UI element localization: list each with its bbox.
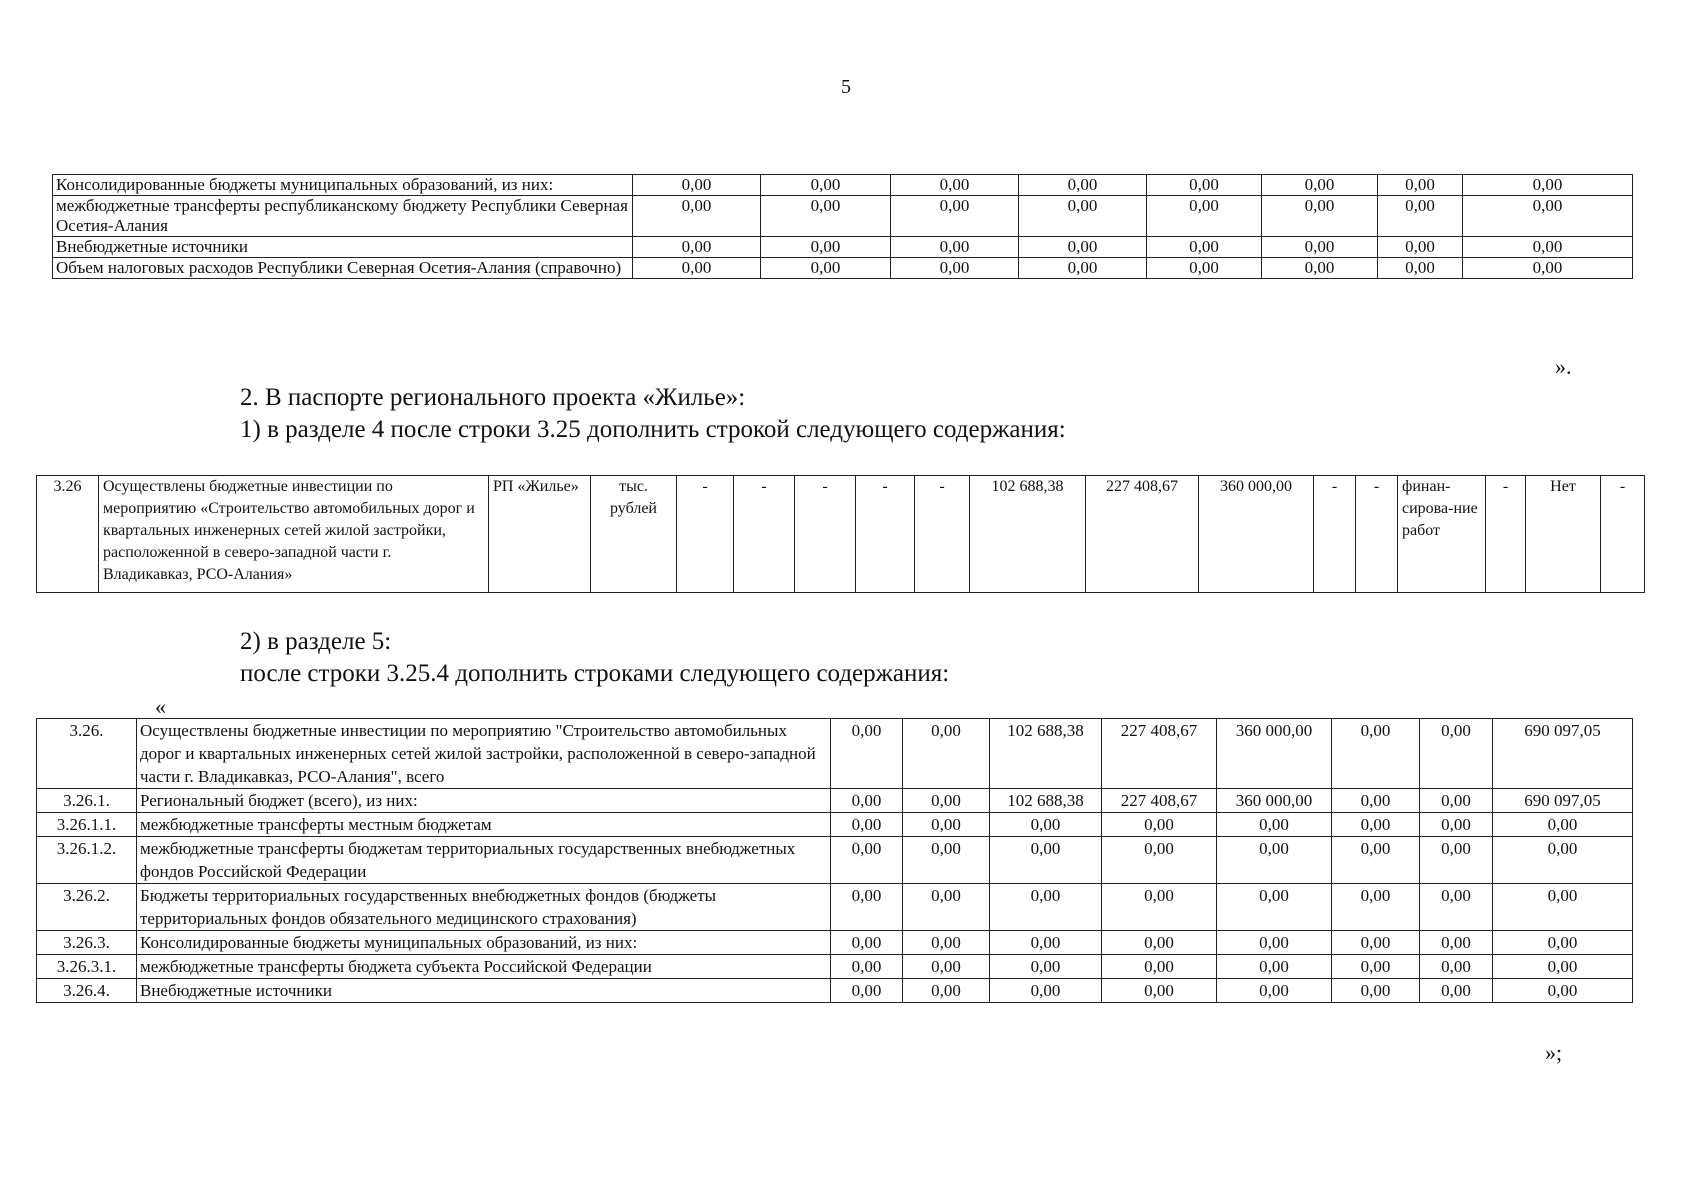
value-cell: 0,00 <box>1493 979 1633 1003</box>
flag-cell: Нет <box>1526 476 1601 593</box>
value-cell: 0,00 <box>831 931 903 955</box>
value-cell: - <box>795 476 856 593</box>
value-cell: 0,00 <box>1332 789 1420 813</box>
value-cell: 0,00 <box>1217 837 1332 884</box>
value-cell: 0,00 <box>990 931 1102 955</box>
value-cell: 0,00 <box>1463 237 1633 258</box>
row-label: межбюджетные трансферты бюджета субъекта Российской Федерации <box>137 955 831 979</box>
value-cell: 227 408,67 <box>1086 476 1199 593</box>
row-label: Бюджеты территориальных государственных внебюджетных фондов (бюджеты территориальных фондов обязательного медицинского страхования) <box>137 884 831 931</box>
value-cell: 0,00 <box>633 237 761 258</box>
value-cell: 0,00 <box>831 884 903 931</box>
value-cell: - <box>1314 476 1356 593</box>
value-cell: - <box>915 476 970 593</box>
value-cell: 0,00 <box>1420 979 1493 1003</box>
value-cell: 0,00 <box>1493 813 1633 837</box>
closing-quote: »; <box>1545 1040 1563 1065</box>
section-instruction: после строки 3.25.4 дополнить строками следующего содержания: <box>240 660 950 687</box>
opening-quote: « <box>155 694 166 719</box>
value-cell: 102 688,38 <box>990 719 1102 789</box>
value-cell: 0,00 <box>1019 237 1147 258</box>
value-cell: 0,00 <box>990 837 1102 884</box>
project-cell: РП «Жилье» <box>489 476 591 593</box>
value-cell: 0,00 <box>903 719 990 789</box>
row-code: 3.26. <box>37 719 137 789</box>
value-cell: - <box>856 476 915 593</box>
value-cell: 0,00 <box>1493 884 1633 931</box>
value-cell: 0,00 <box>1019 196 1147 237</box>
value-cell: 0,00 <box>1217 813 1332 837</box>
value-cell: 0,00 <box>891 237 1019 258</box>
table-row <box>37 476 1645 593</box>
value-cell: 0,00 <box>1420 884 1493 931</box>
value-cell: 0,00 <box>1420 837 1493 884</box>
value-cell: 0,00 <box>1332 931 1420 955</box>
value-cell: 0,00 <box>891 175 1019 196</box>
row-number: 3.26 <box>37 476 99 593</box>
value-cell: 0,00 <box>891 258 1019 279</box>
value-cell: 102 688,38 <box>970 476 1086 593</box>
row-label: Объем налоговых расходов Республики Северная Осетия-Алания (справочно) <box>53 258 633 279</box>
table-row <box>53 258 1633 279</box>
row-code: 3.26.1.1. <box>37 813 137 837</box>
value-cell: 0,00 <box>1378 196 1463 237</box>
row-code: 3.26.3.1. <box>37 955 137 979</box>
value-cell: 0,00 <box>761 196 891 237</box>
table-row <box>37 884 1633 931</box>
value-cell: 0,00 <box>1493 931 1633 955</box>
row-label: межбюджетные трансферты республиканскому бюджету Республики Северная Осетия-Алания <box>53 196 633 237</box>
section-instruction: 1) в разделе 4 после строки 3.25 дополнить строкой следующего содержания: <box>240 416 1066 443</box>
value-cell: 0,00 <box>990 884 1102 931</box>
value-cell: 0,00 <box>1217 931 1332 955</box>
value-cell: 0,00 <box>831 837 903 884</box>
section-heading: 2) в разделе 5: <box>240 628 392 655</box>
value-cell: 0,00 <box>1262 258 1378 279</box>
financing-table <box>36 718 1633 1003</box>
value-cell: 0,00 <box>903 884 990 931</box>
value-cell: 0,00 <box>903 955 990 979</box>
row-code: 3.26.4. <box>37 979 137 1003</box>
value-cell: 0,00 <box>831 955 903 979</box>
value-cell: 0,00 <box>633 196 761 237</box>
value-cell: 0,00 <box>1378 258 1463 279</box>
value-cell: 0,00 <box>831 719 903 789</box>
value-cell: 0,00 <box>1463 175 1633 196</box>
section-heading: 2. В паспорте регионального проекта «Жилье»: <box>240 384 746 411</box>
value-cell: 0,00 <box>1332 884 1420 931</box>
value-cell: 0,00 <box>903 813 990 837</box>
value-cell: 0,00 <box>903 979 990 1003</box>
value-cell: 0,00 <box>633 258 761 279</box>
value-cell: 0,00 <box>1147 237 1262 258</box>
value-cell: 0,00 <box>831 789 903 813</box>
value-cell: 0,00 <box>1420 955 1493 979</box>
value-cell: 0,00 <box>990 813 1102 837</box>
row-label: Внебюджетные источники <box>53 237 633 258</box>
value-cell: 0,00 <box>761 237 891 258</box>
value-cell: 0,00 <box>1332 955 1420 979</box>
unit-cell: тыс. рублей <box>591 476 677 593</box>
value-cell: 0,00 <box>1217 955 1332 979</box>
row-label: Консолидированные бюджеты муниципальных образований, из них: <box>137 931 831 955</box>
row-label: Консолидированные бюджеты муниципальных образований, из них: <box>53 175 633 196</box>
value-cell: 0,00 <box>903 789 990 813</box>
financing-table-continuation <box>52 174 1633 279</box>
value-cell: - <box>1601 476 1645 593</box>
row-label: Внебюджетные источники <box>137 979 831 1003</box>
value-cell: 0,00 <box>1019 258 1147 279</box>
value-cell: 0,00 <box>1378 237 1463 258</box>
value-cell: 0,00 <box>1102 931 1217 955</box>
value-cell: 0,00 <box>1262 237 1378 258</box>
row-label: межбюджетные трансферты местным бюджетам <box>137 813 831 837</box>
value-cell: 0,00 <box>1102 813 1217 837</box>
value-cell: 0,00 <box>761 175 891 196</box>
value-cell: 0,00 <box>1463 258 1633 279</box>
row-code: 3.26.3. <box>37 931 137 955</box>
value-cell: 0,00 <box>1262 196 1378 237</box>
value-cell: 690 097,05 <box>1493 789 1633 813</box>
row-label: Осуществлены бюджетные инвестиции по мероприятию "Строительство автомобильных дорог и квартальных инженерных сетей жилой застройки, расположенной в северо-западной части г. Владикавказ, РСО-Алания", всего <box>137 719 831 789</box>
value-cell: 0,00 <box>1262 175 1378 196</box>
value-cell: 0,00 <box>1102 979 1217 1003</box>
value-cell: 0,00 <box>903 837 990 884</box>
value-cell: 0,00 <box>1332 719 1420 789</box>
value-cell: 0,00 <box>1332 837 1420 884</box>
table-row <box>53 175 1633 196</box>
passport-row-table <box>36 475 1645 593</box>
value-cell: 0,00 <box>1332 979 1420 1003</box>
value-cell: 0,00 <box>1217 979 1332 1003</box>
result-type-cell: финан-сирова-ние работ <box>1398 476 1486 593</box>
value-cell: 0,00 <box>1102 955 1217 979</box>
table-row <box>37 813 1633 837</box>
row-code: 3.26.2. <box>37 884 137 931</box>
value-cell: 360 000,00 <box>1217 719 1332 789</box>
table-row <box>37 837 1633 884</box>
value-cell: 0,00 <box>831 813 903 837</box>
value-cell: 0,00 <box>1217 884 1332 931</box>
row-description: Осуществлены бюджетные инвестиции по мероприятию «Строительство автомобильных дорог и квартальных инженерных сетей жилой застройки, расположенной в северо-западной части г. Владикавказ, РСО-Алания» <box>99 476 489 593</box>
table-row <box>37 955 1633 979</box>
value-cell: 690 097,05 <box>1493 719 1633 789</box>
value-cell: 0,00 <box>1378 175 1463 196</box>
value-cell: 0,00 <box>990 955 1102 979</box>
row-label: межбюджетные трансферты бюджетам территориальных государственных внебюджетных фондов Российской Федерации <box>137 837 831 884</box>
value-cell: - <box>677 476 734 593</box>
value-cell: - <box>1356 476 1398 593</box>
value-cell: 0,00 <box>1019 175 1147 196</box>
value-cell: 0,00 <box>831 979 903 1003</box>
table-row <box>53 237 1633 258</box>
table-row <box>37 931 1633 955</box>
table-row <box>37 979 1633 1003</box>
value-cell: 0,00 <box>1102 837 1217 884</box>
value-cell: 0,00 <box>1332 813 1420 837</box>
value-cell: 0,00 <box>1147 258 1262 279</box>
value-cell: 0,00 <box>891 196 1019 237</box>
value-cell: 0,00 <box>990 979 1102 1003</box>
value-cell: 102 688,38 <box>990 789 1102 813</box>
value-cell: 0,00 <box>1147 196 1262 237</box>
value-cell: 0,00 <box>1147 175 1262 196</box>
value-cell: 0,00 <box>1420 931 1493 955</box>
value-cell: 0,00 <box>1493 955 1633 979</box>
value-cell: 0,00 <box>1102 884 1217 931</box>
table-row <box>37 719 1633 789</box>
value-cell: 0,00 <box>633 175 761 196</box>
value-cell: 227 408,67 <box>1102 719 1217 789</box>
row-code: 3.26.1.2. <box>37 837 137 884</box>
value-cell: 0,00 <box>1420 719 1493 789</box>
closing-quote: ». <box>1555 354 1572 379</box>
value-cell: 0,00 <box>1463 196 1633 237</box>
value-cell: 360 000,00 <box>1199 476 1314 593</box>
value-cell: 227 408,67 <box>1102 789 1217 813</box>
value-cell: 360 000,00 <box>1217 789 1332 813</box>
value-cell: - <box>734 476 795 593</box>
value-cell: - <box>1486 476 1526 593</box>
value-cell: 0,00 <box>1493 837 1633 884</box>
value-cell: 0,00 <box>761 258 891 279</box>
table-row <box>53 196 1633 237</box>
value-cell: 0,00 <box>1420 789 1493 813</box>
row-label: Региональный бюджет (всего), из них: <box>137 789 831 813</box>
page-number: 5 <box>841 76 851 98</box>
value-cell: 0,00 <box>903 931 990 955</box>
value-cell: 0,00 <box>1420 813 1493 837</box>
row-code: 3.26.1. <box>37 789 137 813</box>
table-row <box>37 789 1633 813</box>
